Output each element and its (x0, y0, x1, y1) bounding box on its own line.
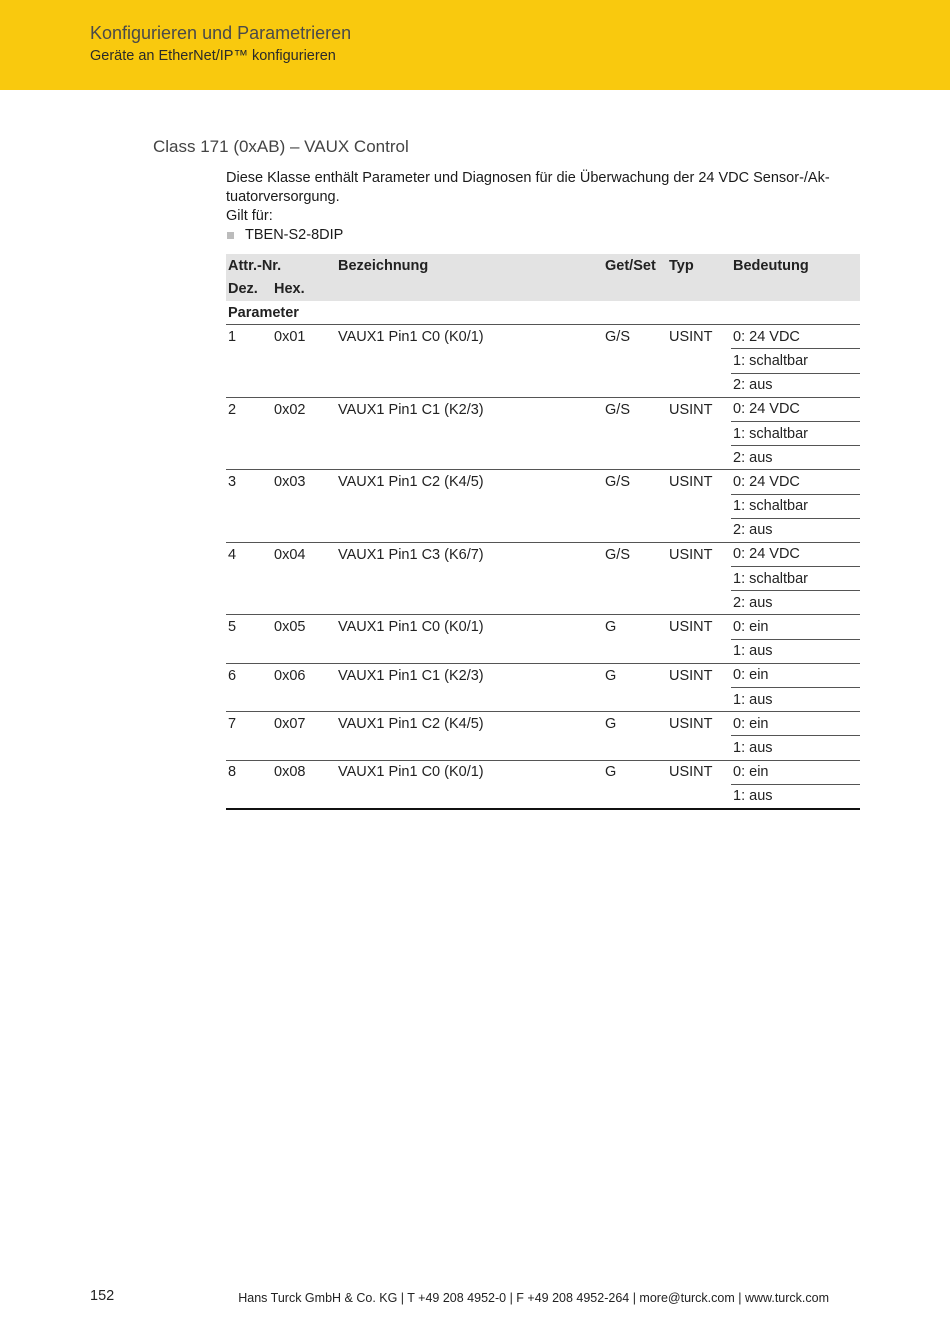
cell-empty (603, 567, 667, 591)
table-subrow (226, 494, 860, 518)
cell-empty (336, 446, 603, 470)
table-subrow (226, 688, 860, 712)
cell-bedeutung: 1: aus (731, 736, 860, 760)
cell-empty (336, 518, 603, 542)
cell-empty (667, 639, 731, 663)
cell-bedeutung: 1: schaltbar (731, 349, 860, 373)
cell-bezeichnung: VAUX1 Pin1 C3 (K6/7) (338, 546, 484, 563)
cell-empty (226, 639, 272, 663)
cell-bedeutung: 1: schaltbar (731, 494, 860, 518)
cell-hex: 0x03 (274, 474, 306, 491)
cell-empty (603, 446, 667, 470)
table-body (226, 301, 860, 809)
cell-empty (272, 446, 336, 470)
table-subheader-row (226, 278, 860, 302)
cell-bezeichnung: VAUX1 Pin1 C0 (K0/1) (338, 329, 484, 346)
cell-empty (336, 736, 603, 760)
cell-empty (272, 784, 336, 809)
cell-empty (603, 591, 667, 615)
cell-get-set: G (605, 619, 617, 636)
cell-empty (667, 421, 731, 445)
applies-item-text: TBEN-S2-8DIP (245, 227, 344, 243)
applies-item (226, 226, 866, 245)
cell-empty (226, 494, 272, 518)
square-bullet-icon (227, 232, 234, 239)
cell-empty (272, 373, 336, 397)
cell-hex: 0x06 (274, 667, 306, 684)
cell-get-set: G/S (605, 401, 630, 418)
cell-empty (336, 421, 603, 445)
cell-empty (336, 567, 603, 591)
cell-typ: USINT (669, 546, 713, 563)
cell-get-set: G (605, 667, 617, 684)
intro-block (226, 169, 866, 245)
intro-text-line-1: Diese Klasse enthält Parameter und Diagnosen für die Überwachung der 24 VDC Sensor-/Ak- (226, 170, 830, 186)
cell-bedeutung: 0: ein (733, 715, 769, 732)
cell-hex: 0x08 (274, 764, 306, 781)
cell-bedeutung: 2: aus (731, 373, 860, 397)
page-number: 152 (90, 1288, 115, 1304)
cell-empty (336, 784, 603, 809)
cell-empty (667, 784, 731, 809)
cell-bedeutung: 0: ein (733, 667, 769, 684)
cell-empty (667, 518, 731, 542)
cell-empty (667, 567, 731, 591)
table-subrow (226, 567, 860, 591)
cell-empty (226, 373, 272, 397)
cell-bezeichnung: VAUX1 Pin1 C0 (K0/1) (338, 619, 484, 636)
cell-typ: USINT (669, 474, 713, 491)
cell-empty (272, 518, 336, 542)
cell-empty (603, 421, 667, 445)
cell-hex: 0x07 (274, 716, 306, 733)
table-row (226, 397, 860, 421)
cell-typ: USINT (669, 329, 713, 346)
cell-typ: USINT (669, 764, 713, 781)
cell-empty (226, 421, 272, 445)
header-get-set: Get/Set (603, 254, 667, 278)
header-bezeichnung: Bezeichnung (336, 254, 603, 278)
table-subrow (226, 736, 860, 760)
cell-empty (603, 518, 667, 542)
cell-get-set: G/S (605, 546, 630, 563)
table-subrow (226, 784, 860, 809)
intro-text-line-2: tuatorversorgung. (226, 189, 340, 205)
cell-bedeutung: 2: aus (731, 518, 860, 542)
cell-empty (336, 349, 603, 373)
cell-empty (603, 639, 667, 663)
cell-get-set: G/S (605, 329, 630, 346)
cell-empty (667, 591, 731, 615)
cell-bezeichnung: VAUX1 Pin1 C1 (K2/3) (338, 401, 484, 418)
cell-bedeutung: 0: ein (733, 619, 769, 636)
header-attr-nr: Attr.-Nr. (226, 254, 336, 278)
table-row (226, 712, 860, 736)
cell-bedeutung: 2: aus (731, 446, 860, 470)
cell-bedeutung: 0: 24 VDC (733, 401, 800, 418)
cell-typ: USINT (669, 401, 713, 418)
chapter-subtitle: Geräte an EtherNet/IP™ konfigurieren (90, 48, 336, 64)
cell-empty (667, 446, 731, 470)
cell-bezeichnung: VAUX1 Pin1 C2 (K4/5) (338, 716, 484, 733)
cell-dez: 3 (228, 474, 237, 491)
cell-typ: USINT (669, 716, 713, 733)
cell-bedeutung: 1: schaltbar (731, 421, 860, 445)
cell-get-set: G/S (605, 474, 630, 491)
cell-empty (667, 349, 731, 373)
cell-bezeichnung: VAUX1 Pin1 C2 (K4/5) (338, 474, 484, 491)
table-row (226, 615, 860, 639)
parameter-table (226, 254, 860, 810)
cell-bedeutung: 2: aus (731, 591, 860, 615)
cell-empty (667, 688, 731, 712)
table-subrow (226, 639, 860, 663)
cell-dez: 7 (228, 716, 237, 733)
table-row (226, 663, 860, 687)
cell-bezeichnung: VAUX1 Pin1 C0 (K0/1) (338, 764, 484, 781)
cell-empty (226, 567, 272, 591)
chapter-title: Konfigurieren und Parametrieren (90, 23, 352, 43)
cell-empty (603, 494, 667, 518)
cell-empty (603, 373, 667, 397)
cell-empty (336, 373, 603, 397)
cell-dez: 8 (228, 764, 237, 781)
table-subrow (226, 421, 860, 445)
header-typ: Typ (667, 254, 731, 278)
header-dez: Dez. (226, 278, 272, 302)
cell-empty (272, 349, 336, 373)
cell-hex: 0x02 (274, 401, 306, 418)
cell-dez: 5 (228, 619, 237, 636)
cell-bedeutung: 0: ein (733, 764, 769, 781)
header-hex: Hex. (272, 278, 336, 302)
cell-empty (603, 349, 667, 373)
cell-dez: 1 (228, 329, 237, 346)
cell-empty (272, 736, 336, 760)
cell-empty (226, 349, 272, 373)
cell-empty (603, 736, 667, 760)
section-row (226, 301, 860, 325)
cell-empty (272, 591, 336, 615)
cell-hex: 0x04 (274, 546, 306, 563)
cell-empty (336, 494, 603, 518)
cell-empty (226, 591, 272, 615)
cell-bedeutung: 1: aus (731, 688, 860, 712)
cell-empty (272, 567, 336, 591)
cell-get-set: G (605, 764, 617, 781)
cell-typ: USINT (669, 667, 713, 684)
cell-empty (603, 688, 667, 712)
cell-empty (336, 639, 603, 663)
cell-empty (226, 446, 272, 470)
table-subrow (226, 446, 860, 470)
cell-bedeutung: 0: 24 VDC (733, 473, 800, 490)
cell-hex: 0x01 (274, 329, 306, 346)
cell-bezeichnung: VAUX1 Pin1 C1 (K2/3) (338, 667, 484, 684)
cell-empty (272, 494, 336, 518)
cell-bedeutung: 0: 24 VDC (733, 328, 800, 345)
cell-typ: USINT (669, 619, 713, 636)
table-header-row (226, 254, 860, 278)
cell-bedeutung: 1: schaltbar (731, 567, 860, 591)
section-label: Parameter (226, 301, 860, 325)
cell-empty (272, 421, 336, 445)
cell-empty (226, 688, 272, 712)
table-subrow (226, 373, 860, 397)
applies-label: Gilt für: (226, 208, 273, 224)
cell-empty (667, 736, 731, 760)
cell-empty (272, 639, 336, 663)
cell-empty (667, 494, 731, 518)
table-row (226, 760, 860, 784)
cell-bedeutung: 1: aus (731, 784, 860, 809)
cell-dez: 6 (228, 667, 237, 684)
cell-empty (336, 688, 603, 712)
cell-empty (226, 518, 272, 542)
table-row (226, 325, 860, 349)
table-row (226, 542, 860, 566)
cell-empty (226, 736, 272, 760)
footer-contact: Hans Turck GmbH & Co. KG | T +49 208 4952-0 | F +49 208 4952-264 | more@turck.com | www.turck.com (238, 1291, 829, 1305)
table-subrow (226, 349, 860, 373)
cell-dez: 2 (228, 401, 237, 418)
section-title: Class 171 (0xAB) – VAUX Control (153, 137, 409, 156)
table-subrow (226, 518, 860, 542)
cell-empty (272, 688, 336, 712)
header-bedeutung: Bedeutung (731, 254, 860, 278)
cell-empty (226, 784, 272, 809)
cell-empty (667, 373, 731, 397)
cell-empty (336, 591, 603, 615)
cell-bedeutung: 1: aus (731, 639, 860, 663)
header-band (0, 0, 950, 90)
cell-dez: 4 (228, 546, 237, 563)
cell-get-set: G (605, 716, 617, 733)
table-row (226, 470, 860, 494)
cell-hex: 0x05 (274, 619, 306, 636)
cell-bedeutung: 0: 24 VDC (733, 546, 800, 563)
cell-empty (603, 784, 667, 809)
table-subrow (226, 591, 860, 615)
